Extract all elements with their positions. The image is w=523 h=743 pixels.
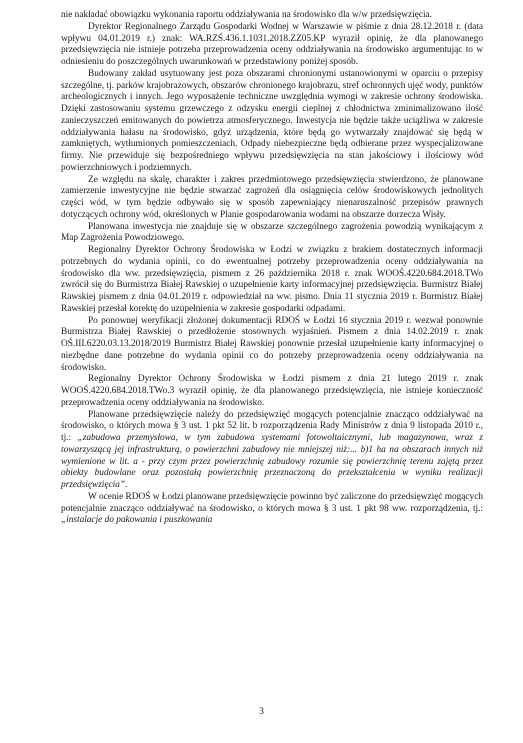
paragraph-reverification: Po ponownej weryfikacji złożonej dokumentacji RDOŚ w Łodzi 16 stycznia 2019 r. wezwał ponownie Burmistrza Białej Rawskiej o przedłożenie stosownych wyjaśnień. Pismem z dnia 14.02.2019 r. znak OŚ.III.6220.03.13.2018/2019 Burmistrz Białej Rawskiej ponownie przesłał uzupełnienie karty informacyjnej o niezbędne dane potrzebne do wydania opinii co do potrzeby przeprowadzenia oceny oddziaływania na środowisko.: [61, 315, 483, 373]
paragraph-rdos-opinion: Regionalny Dyrektor Ochrony Środowiska w Łodzi pismem z dnia 21 lutego 2019 r. znak WOOŚ.4220.684.2018.TWo.3 wyraził opinię, że dla planowanego przedsięwzięcia, nie istnieje konieczność przeprowadzenia oceny oddziaływania na środowisko.: [61, 374, 483, 408]
paragraph-rdos-request: Regionalny Dyrektor Ochrony Środowiska w Łodzi w związku z brakiem dostatecznych informacji potrzebnych do wydania opinii, co do ewentualnej potrzeby przeprowadzenia oceny oddziaływania na środowisko dla ww. przedsięwzięcia, pismem z 26 października 2018 r. znak WOOŚ.4220.684.2018.TWo zwrócił się do Burmistrza Białej Rawskiej o uzupełnienie karty informacyjnej przedsięwzięcia. Burmistrz Białej Rawskiej pismem z dnia 04.01.2019 r. odpowiedział na ww. pismo. Dnia 11 stycznia 2019 r. Burmistrz Białej Rawskiej przesłał korektę do uzupełnienia w zakresie gospodarki odpadami.: [61, 245, 483, 314]
paragraph-plant-location: Budowany zakład usytuowany jest poza obszarami chronionymi ustanowionymi w oparciu o przepisy szczególne, tj. parków krajobrazowych, obszarów chronionego krajobrazu, stref ochronnych ujęć wody, punktów archeologicznych i innych. Jego wyposażenie techniczne uwzględnia wymogi w zakresie ochrony środowiska. Dzięki zastosowaniu systemu grzewczego z odzysku energii cieplnej z chłodnictwa zminimalizowano ilość zanieczyszczeń emitowanych do powietrza atmosferycznego. Inwestycja nie będzie także uciążliwa w zakresie oddziaływania hałasu na środowisko, gdyż urządzenia, które będą go wytwarzały znajdować się będą w zamkniętych, wytłumionych pomieszczeniach. Odpady niebezpieczne będą odbierane przez wyspecjalizowane firmy. Nie przewiduje się bezpośredniego wpływu przedsięwzięcia na stan jakościowy i ilościowy wód powierzchniowych i podziemnych.: [61, 68, 483, 173]
paragraph-rzgw-opinion: Dyrektor Regionalnego Zarządu Gospodarki Wodnej w Warszawie w piśmie z dnia 28.12.2018 r. (data wpływu 04.01.2019 r.) znak: WA.RZŚ.436.1.1031.2018.ZZ05.KP wyraził opinię, że dla planowanego przedsięwzięcia nie istnieje potrzeba przeprowadzenia oceny oddziaływania na środowisko argumentując to w odniesieniu do poszczególnych uwarunkowań w przedstawiony poniżej sposób.: [61, 21, 483, 67]
paragraph-rdos-assessment-text: W ocenie RDOŚ w Łodzi planowane przedsięwzięcie powinno być zaliczone do przedsięwzięć mogących potencjalnie znacząco oddziaływać na środowisko, o których mowa § 3 ust. 1 pkt 98 ww. rozporządzenia, tj.:: [61, 491, 483, 514]
page-number: 3: [259, 707, 264, 717]
paragraph-classification: [61, 410, 483, 492]
paragraph-water-objectives: Ze względu na skalę, charakter i zakres przedmiotowego przedsięwzięcia stwierdzono, że planowane zamierzenie inwestycyjne nie będzie stwarzać zagrożeń dla osiągnięcia celów środowiskowych jednolitych części wód, w tym będzie odbywało się w sposób zapewniający nienaruszalność przepisów prawnych dotyczących ochrony wód, określonych w Planie gospodarowania wodami na obszarze dorzecza Wisły.: [61, 174, 483, 220]
paragraph-continuation: nie nakładać obowiązku wykonania raportu oddziaływania na środowisko dla w/w przedsięwzięcia.: [61, 10, 432, 20]
paragraph-classification-text: Planowane przedsięwzięcie należy do przedsięwzięć mogących potencjalnie znacząco oddziaływać na środowisko, o których mowa § 3 ust. 1 pkt 52 lit. b rozporządzenia Rady Ministrów z dnia 9 listopada 2010 r., tj.:: [61, 409, 483, 443]
paragraph-rdos-assessment: [61, 492, 483, 527]
regulation-quote-packaging: „instalacje do pakowania i puszkowania: [61, 515, 213, 526]
regulation-quote: „zabudowa przemysłowa, w tym zabudowa systemami fotowoltaicznymi, lub magazynowa, wraz z towarzyszącą jej infrastrukturą, o powierzchni zabudowy nie mniejszej niż:... b)1 ha na obszarach innych niż wymienione w lit. a - przy czym przez powierzchnię zabudowy rozumie się powierzchnię terenu zajętą przez obiekty budowlane oraz pozostałą powierzchnię przeznaczoną do przekształcenia w wyniku realizacji przedsięwzięcia”: [61, 433, 483, 490]
paragraph-flood-risk: Planowana inwestycja nie znajduje się w obszarze szczególnego zagrożenia powodzią wynikającym z Map Zagrożenia Powodziowego.: [61, 221, 483, 244]
paragraph-classification-end: .: [125, 480, 128, 490]
